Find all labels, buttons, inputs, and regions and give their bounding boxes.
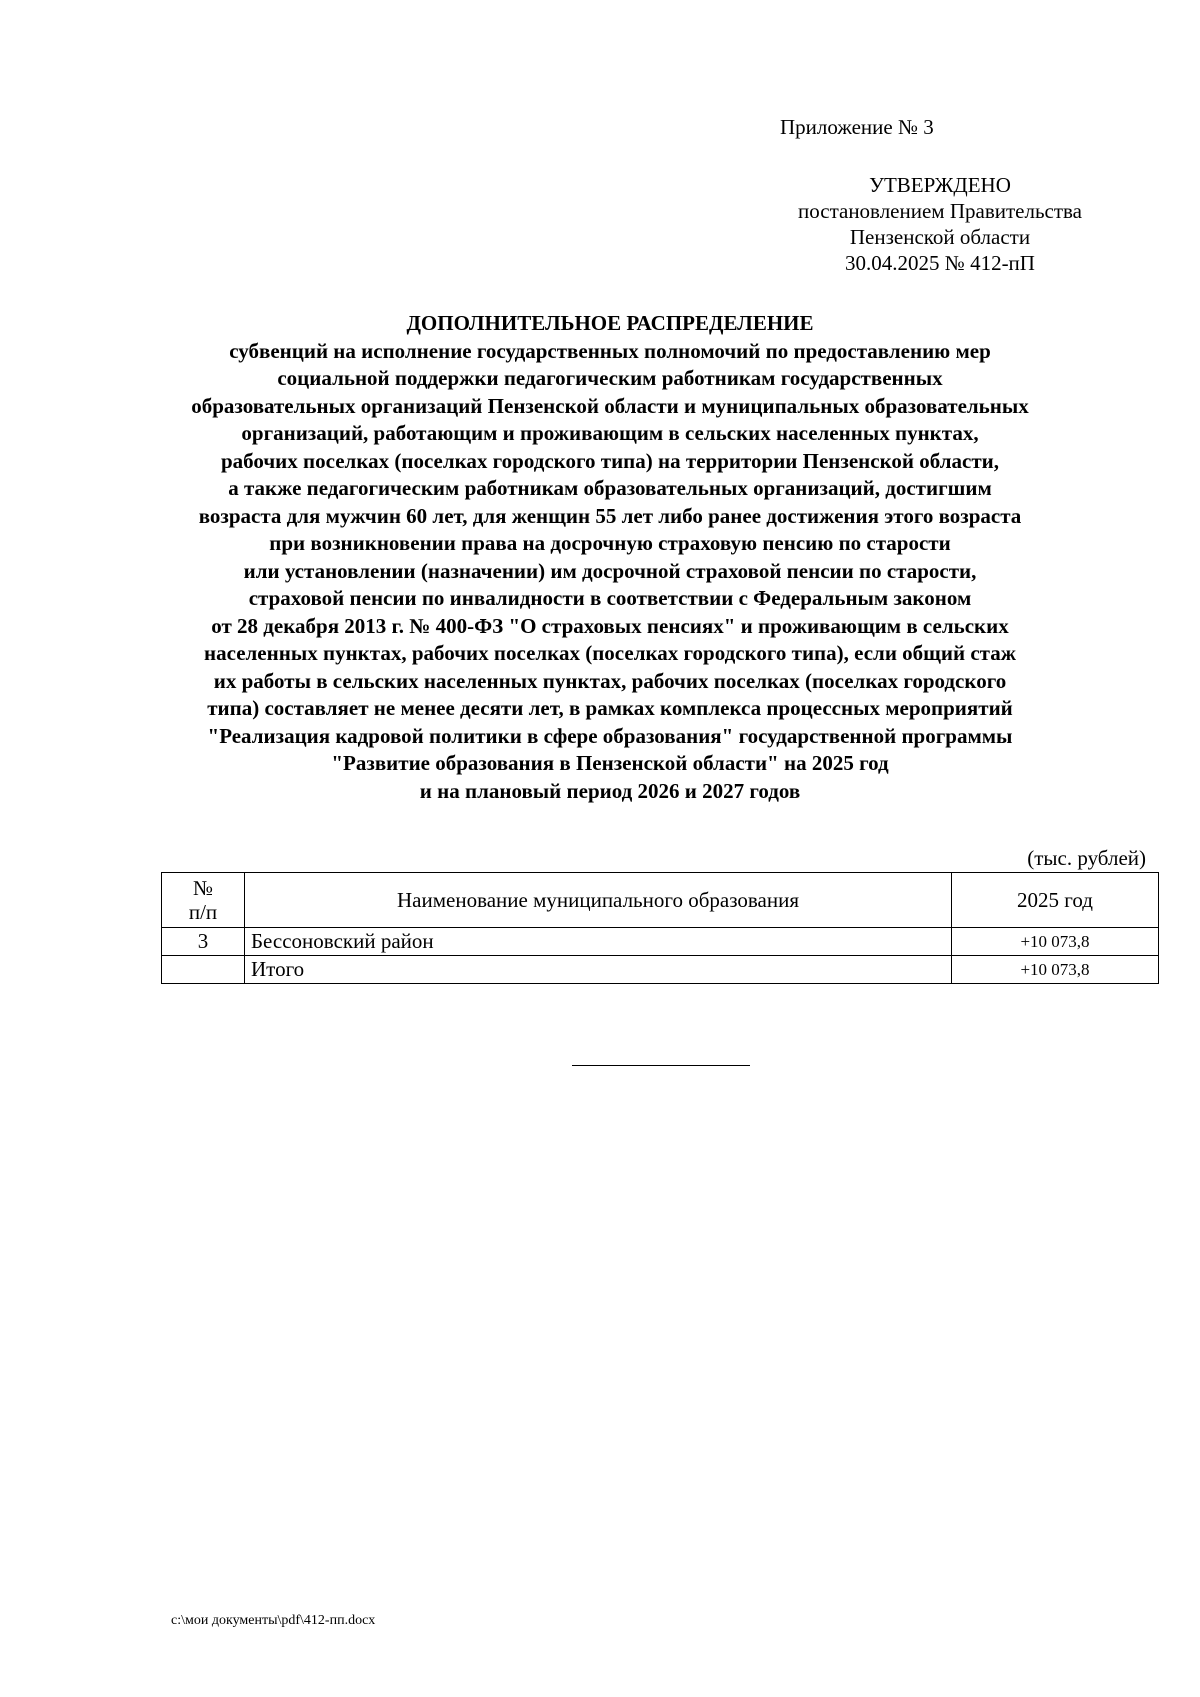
title-line: субвенций на исполнение государственных полномочий по предоставлению мер	[229, 338, 991, 363]
header-number-line-1: №	[192, 876, 214, 900]
title-line: страховой пенсии по инвалидности в соответствии с Федеральным законом	[248, 586, 972, 610]
table-row	[162, 928, 1159, 956]
approval-line-3: 30.04.2025 № 412-пП	[845, 251, 1035, 275]
header-municipality: Наименование муниципального образования	[245, 873, 952, 928]
title-line: от 28 декабря 2013 г. № 400-ФЗ "О страховых пенсиях" и проживающим в сельских	[211, 613, 1009, 638]
approval-heading: УТВЕРЖДЕНО	[869, 173, 1011, 197]
header-number-line-2: п/п	[188, 900, 218, 924]
row-value: +10 073,8	[952, 956, 1159, 984]
title-line: "Реализация кадровой политики в сфере образования" государственной программы	[207, 723, 1013, 748]
appendix-label: Приложение № 3	[780, 115, 934, 139]
header-year: 2025 год	[952, 873, 1159, 928]
footer-file-path: c:\мои документы\pdf\412-пп.docx	[171, 1613, 376, 1628]
title-line: социальной поддержки педагогическим работникам государственных	[277, 366, 943, 390]
approval-block	[770, 172, 1110, 276]
title-line: организаций, работающим и проживающим в сельских населенных пунктах,	[241, 421, 979, 445]
header-number	[162, 873, 245, 928]
table-header-row	[162, 873, 1159, 928]
title-line: "Развитие образования в Пензенской области" на 2025 год	[331, 751, 889, 775]
title-line: ДОПОЛНИТЕЛЬНОЕ РАСПРЕДЕЛЕНИЕ	[406, 311, 814, 335]
title-line: возраста для мужчин 60 лет, для женщин 55 лет либо ранее достижения этого возраста	[198, 503, 1022, 528]
row-number: 3	[162, 928, 245, 956]
title-line: или установлении (назначении) им досрочной страховой пенсии по старости,	[243, 558, 977, 583]
title-line: а также педагогическим работникам образовательных организаций, достигшим	[228, 476, 992, 500]
table-row-total	[162, 956, 1159, 984]
title-line: при возникновении права на досрочную страховую пенсию по старости	[269, 531, 951, 555]
document-title	[150, 310, 1070, 805]
title-line: и на плановый период 2026 и 2027 годов	[419, 778, 801, 803]
title-line: рабочих поселках (поселках городского типа) на территории Пензенской области,	[220, 448, 999, 473]
row-number	[162, 956, 245, 984]
approval-line-1: постановлением Правительства	[797, 199, 1082, 223]
title-line: их работы в сельских населенных пунктах, рабочих поселках (поселках городского	[213, 668, 1007, 693]
units-label: (тыс. рублей)	[1027, 846, 1146, 870]
row-municipality: Итого	[245, 956, 952, 984]
distribution-table	[161, 872, 1159, 984]
row-municipality: Бессоновский район	[245, 928, 952, 956]
row-value: +10 073,8	[952, 928, 1159, 956]
separator-line	[572, 1065, 750, 1066]
title-line: образовательных организаций Пензенской области и муниципальных образовательных	[191, 393, 1029, 418]
approval-line-2: Пензенской области	[849, 225, 1031, 249]
title-line: типа) составляет не менее десяти лет, в рамках комплекса процессных мероприятий	[207, 696, 1013, 720]
title-line: населенных пунктах, рабочих поселках (поселках городского типа), если общий стаж	[204, 641, 1016, 665]
